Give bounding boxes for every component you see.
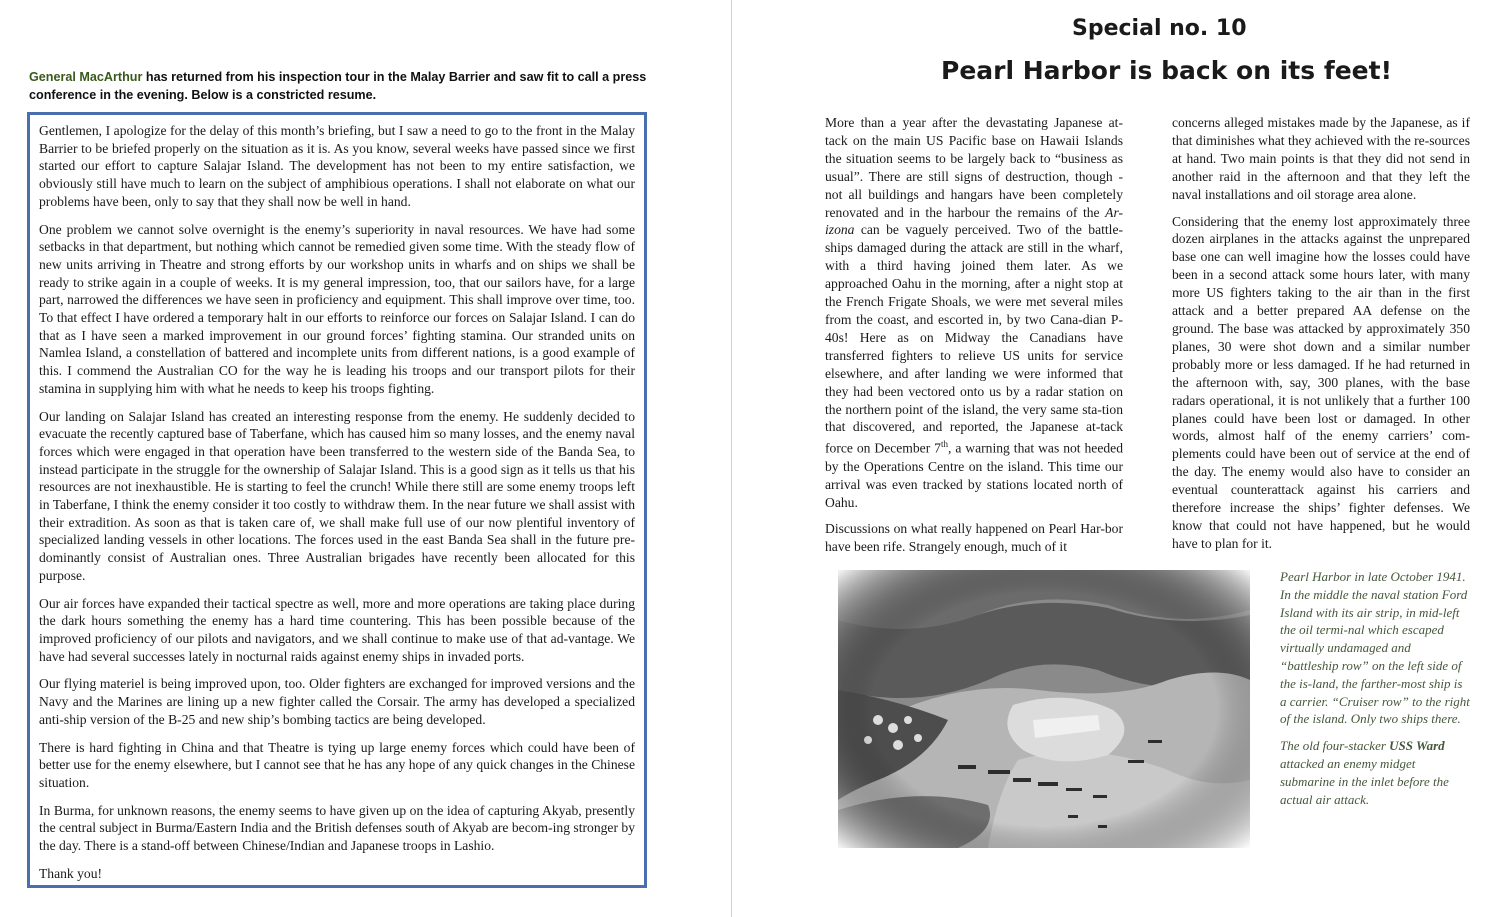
article-paragraph: concerns alleged mistakes made by the Japanese, as if that diminishes what they achieved with the re-sources at hand. Two main points is that they did not send in another raid in the afternoon and that they left the naval installations and oil storage area alone. bbox=[1172, 115, 1470, 202]
superscript: th bbox=[940, 439, 948, 450]
article-column-1 bbox=[825, 114, 1123, 565]
briefing-paragraph: There is hard fighting in China and that Theatre is tying up large enemy forces which could have been of better use for the enemy elsewhere, but I cannot see that he has any hope of any quick changes in the Chinese situation. bbox=[39, 739, 635, 790]
page-divider bbox=[731, 0, 732, 917]
article-column-2 bbox=[1172, 114, 1470, 562]
special-label: Special no. 10 bbox=[1072, 16, 1247, 41]
caption-paragraph bbox=[1280, 737, 1470, 808]
briefing-paragraph: Gentlemen, I apologize for the delay of this month’s briefing, but I saw a need to go to the front in the Malay Barrier to be briefed properly on the situation as it is. As you know, several weeks have passed since we first started our effort to capture Salajar Island. The development has not been to my entire satisfaction, we obviously still have much to learn on the subject of amphibious operations. I shall not elaborate on what our problems have been, only to say that they shall now be well in hand. bbox=[39, 123, 635, 209]
intro-text: has returned from his inspection tour in the Malay Barrier and saw fit to call a press conference in the evening. Below is a constricted resume. bbox=[29, 70, 647, 102]
briefing-paragraph: Our air forces have expanded their tactical spectre as well, more and more operations are taking place during the dark hours something the enemy has a hard time countering. This has been possible because of the improved proficiency of our pilots and navigators, and we shall continue to make use of that ad-vantage. We have had several successes lately in nocturnal raids against enemy ships in invaded ports. bbox=[39, 595, 635, 664]
caption-paragraph: Pearl Harbor in late October 1941. In the middle the naval station Ford Island with its air strip, in mid-left the oil termi-nal which escaped virtually undamaged and “battleship row” on the left side of the is-land, the farther-most ship is a carrier. “Cruiser row” to the right of the island. Only two ships there. bbox=[1280, 569, 1470, 727]
article-paragraph: Considering that the enemy lost approximately three dozen airplanes in the attacks against the unprepared base one can well imagine how the losses could have been in a second attack some hours later, with many more US fighters taking to the air than in the first attack and a better prepared AA defense on the ground. The base was attacked by approximately 350 planes, 30 were shot down and a similar number probably more or less damaged. If he had returned in the afternoon with, say, 300 planes, with the base radars operational, it is not unlikely that a further 100 planes could have been lost or damaged. In other words, almost half of the enemy carriers’ com-plements could have been out of service at the end of the day. The enemy would also have to consider an eventual counterattack against his carriers and therefore increase the ships’ fighter defenses. We know that could not have happened, but he would have to plan for it. bbox=[1172, 213, 1470, 551]
text-run: can be vaguely perceived. Two of the battle-ships damaged during the attack are still in the wharf, with a third having joined them later. As we approached Oahu in the morning, after a night stop at the French Frigate Shoals, we were met several miles from the coast, and escorted in, by two Cana-dian P-40s! Here as on Midway the Canadians have transferred fighters to relieve US units for service elsewhere, and after landing we were informed that they had been vectored onto us by a radar station on the northern point of the island, the very same sta-tion that discovered, and reported, the Japanese at-tack force on December 7 bbox=[825, 222, 1123, 456]
text-run: attacked an enemy midget submarine in the inlet before the actual air attack. bbox=[1280, 755, 1449, 807]
briefing-paragraph: One problem we cannot solve overnight is the enemy’s superiority in naval resources. We have had some setbacks in that department, but nothing which cannot be remedied given some time. With the steady flow of new units arriving in Theatre and strong efforts by our workshop units in wharfs and on ships we shall be ready to strike again in a couple of weeks. It is my general impression, too, that our sailors have, for a large part, narrowed the differences we have seen in proficiency and equipment. This shall improve over time, too. To that effect I have ordered a temporary halt in our efforts to reinforce our forces on Salajar Island. I can do that as I have seen a marked improvement in our ground forces’ fighting stamina. Our stranded units on Namlea Island, a constellation of battered and incomplete units from different nations, is a good example of this. I commend the Australian CO for the way he is leading his troops and our transport pilots for their stamina in supplying him with what he needs to keep his troops fighting. bbox=[39, 221, 635, 396]
ship-name: Ar-izona bbox=[825, 204, 1123, 238]
briefing-closing: Thank you! bbox=[39, 865, 103, 881]
briefing-paragraph: Our flying materiel is being improved upon, too. Older fighters are exchanged for improved versions and the Navy and the Marines are lining up a new fighter called the Corsair. The army has developed a specialized anti-ship version of the B-25 and new ship’s bombing tactics are being developed. bbox=[39, 676, 635, 727]
text-run: More than a year after the devastating Japanese at-tack on the main US Pacific base on Hawaii Islands the situation seems to be largely back to “business as usual”. There are still signs of destruction, though - not all buildings and hangars have been completely renovated and in the harbour the remains of the bbox=[825, 115, 1123, 220]
pearl-harbor-aerial-photo bbox=[838, 570, 1250, 848]
briefing-box bbox=[27, 112, 647, 888]
text-run: The old four-stacker bbox=[1280, 738, 1390, 754]
general-name: General MacArthur bbox=[29, 70, 143, 84]
intro-paragraph bbox=[29, 68, 651, 104]
text-run: , a warning that was not heeded by the Operations Centre on the island. This time our arrival was even tracked by stations located north of Oahu. bbox=[825, 440, 1123, 510]
aerial-photo-image bbox=[838, 570, 1250, 848]
briefing-paragraph: In Burma, for unknown reasons, the enemy seems to have given up on the idea of capturing Akyab, presently the central subject in Burma/Eastern India and the British defenses south of Akyab are becom-ing stronger by the day. There is a stand-off between Chinese/Indian and Japanese troops in Lashio. bbox=[39, 802, 635, 854]
article-headline: Pearl Harbor is back on its feet! bbox=[941, 56, 1392, 85]
article-paragraph bbox=[825, 114, 1123, 511]
article-paragraph: Discussions on what really happened on Pearl Har-bor have been rife. Strangely enough, much of it bbox=[825, 521, 1123, 555]
photo-caption bbox=[1280, 568, 1470, 817]
briefing-paragraph: Our landing on Salajar Island has created an interesting response from the enemy. He suddenly decided to evacuate the recently captured base of Taberfane, which has caused him so many losses, and the enemy naval forces which were engaged in that operation have been transferred to the western side of the Banda Sea, to instead participate in the struggle for the ownership of Salajar Island. This is a good sign as it tells us that his resources are not inexhaustible. He is starting to feel the crunch! While there still are some enemy troops left in Taberfane, I think the enemy consider it too costly to withdraw them. In the near future we shall assist with their extradition. As soon as that is taken care of, we shall make full use of our now plentiful inventory of specialized landing vessels in other locations. The forces used in the east Banda Sea shall in the future pre-dominantly consist of Australian ones. Three Australian brigades have recently been allocated for this purpose. bbox=[39, 408, 636, 583]
ship-name: USS Ward bbox=[1389, 738, 1445, 754]
